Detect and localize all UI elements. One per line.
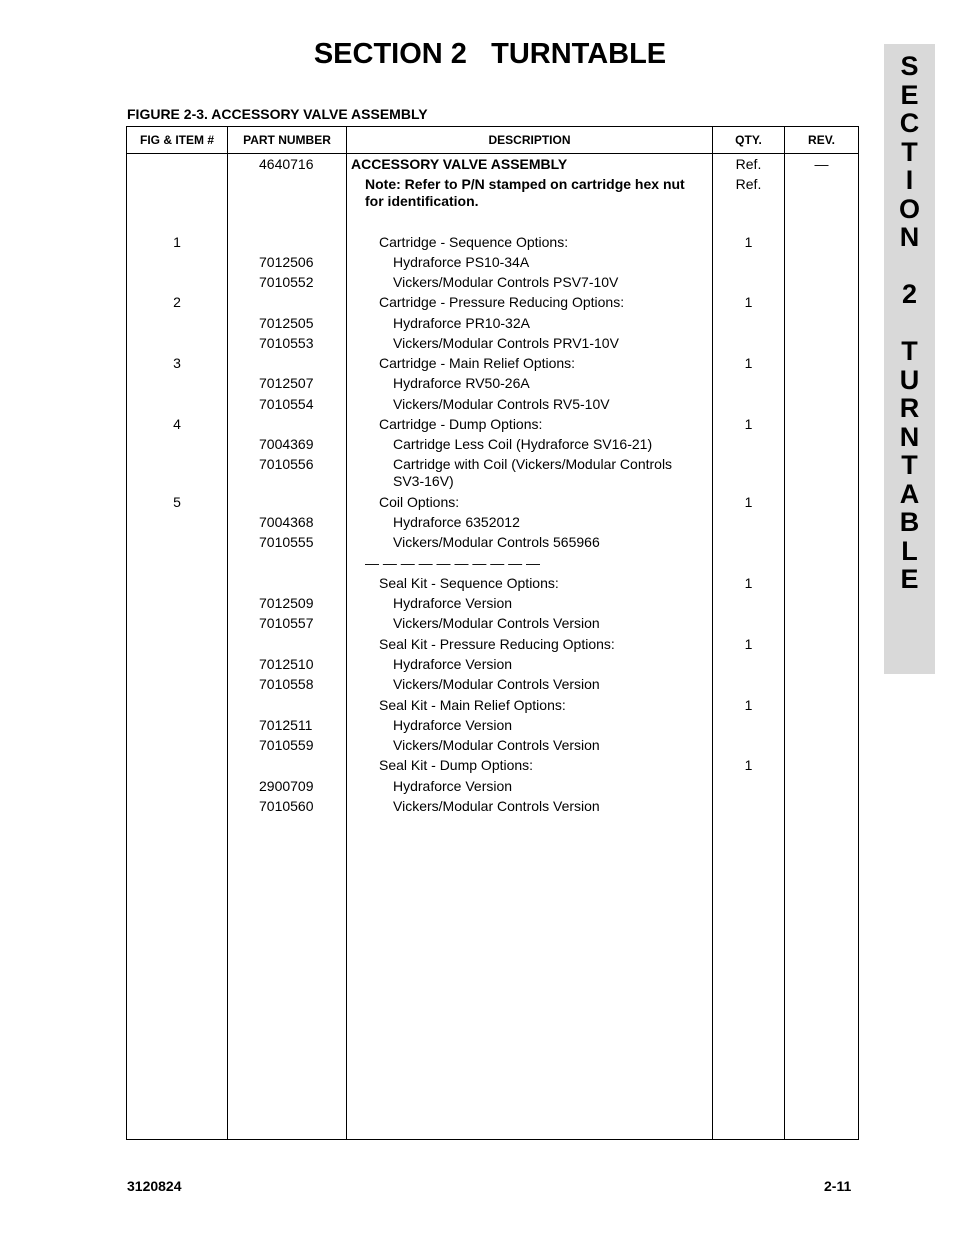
section-side-tab bbox=[884, 44, 935, 674]
description-cell: Hydraforce Version bbox=[393, 595, 513, 611]
side-tab-letter: T bbox=[901, 136, 918, 167]
header-fig-item: FIG & ITEM # bbox=[127, 127, 228, 154]
fig-item-cell: 2 bbox=[173, 294, 181, 310]
parts-table bbox=[126, 126, 859, 1140]
description-cell: Vickers/Modular Controls Version bbox=[393, 737, 600, 753]
figure-title: FIGURE 2-3. ACCESSORY VALVE ASSEMBLY bbox=[127, 106, 428, 122]
part-number-cell: 7004369 bbox=[259, 436, 314, 452]
description-cell: — — — — — — — — — — bbox=[365, 555, 541, 571]
description-cell: Hydraforce RV50-26A bbox=[393, 375, 530, 391]
part-number-cell: 7012505 bbox=[259, 315, 314, 331]
side-tab-letter: U bbox=[899, 364, 920, 395]
part-number-cell: 7012507 bbox=[259, 375, 314, 391]
table-body-row bbox=[127, 154, 859, 1140]
description-cell: Vickers/Modular Controls Version bbox=[393, 615, 600, 631]
fig-item-cell: 4 bbox=[173, 416, 181, 432]
description-cell: Coil Options: bbox=[379, 494, 460, 510]
side-tab-letter bbox=[884, 309, 935, 338]
page-number: 2-11 bbox=[824, 1178, 852, 1194]
qty-cell: 1 bbox=[744, 697, 753, 713]
qty-cell: 1 bbox=[744, 294, 753, 310]
description-cell: Vickers/Modular Controls PSV7-10V bbox=[393, 274, 619, 290]
description-cell: Hydraforce Version bbox=[393, 717, 513, 733]
side-tab-letter: I bbox=[905, 165, 914, 195]
part-number-cell: 7012509 bbox=[259, 595, 314, 611]
description-cell: Cartridge - Sequence Options: bbox=[379, 234, 569, 250]
part-number-cell: 7010556 bbox=[259, 456, 314, 472]
description-cell: Vickers/Modular Controls 565966 bbox=[393, 534, 600, 550]
part-number-cell: 4640716 bbox=[259, 156, 314, 172]
side-tab-letter: N bbox=[899, 421, 920, 452]
fig-item-cell: 3 bbox=[173, 355, 181, 371]
part-number-cell: 7004368 bbox=[259, 514, 314, 530]
qty-cell: 1 bbox=[744, 575, 753, 591]
side-tab-letter: S bbox=[900, 51, 919, 81]
description-cell: Hydraforce PR10-32A bbox=[393, 315, 530, 331]
part-number-cell: 7010552 bbox=[259, 274, 314, 290]
part-number-cell: 7012511 bbox=[259, 717, 313, 733]
header-description: DESCRIPTION bbox=[347, 127, 713, 154]
side-tab-letter: A bbox=[899, 478, 920, 509]
side-tab-letter: E bbox=[900, 564, 919, 594]
side-tab-letter: B bbox=[899, 507, 920, 537]
side-tab-letter: E bbox=[900, 79, 919, 110]
description-cell: Hydraforce Version bbox=[393, 778, 513, 794]
header-part-number: PART NUMBER bbox=[228, 127, 347, 154]
description-cell: Cartridge - Main Relief Options: bbox=[379, 355, 576, 371]
part-number-cell: 7010557 bbox=[259, 615, 314, 631]
description-cell: Vickers/Modular Controls RV5-10V bbox=[393, 396, 610, 412]
description-cell: ACCESSORY VALVE ASSEMBLY bbox=[351, 156, 568, 172]
qty-column bbox=[713, 154, 785, 1140]
description-cell: Seal Kit - Pressure Reducing Options: bbox=[379, 636, 615, 652]
qty-cell: Ref. bbox=[735, 176, 762, 192]
description-cell: Hydraforce Version bbox=[393, 656, 513, 672]
qty-cell: Ref. bbox=[735, 156, 762, 172]
description-cell: Seal Kit - Main Relief Options: bbox=[379, 697, 566, 713]
side-tab-letter: L bbox=[901, 535, 918, 566]
description-cell: Cartridge with Coil (Vickers/Modular Controls SV3-16V) bbox=[393, 456, 673, 489]
header-rev: REV. bbox=[785, 127, 859, 154]
rev-column bbox=[785, 154, 859, 1140]
side-tab-letter: T bbox=[901, 450, 918, 480]
qty-cell: 1 bbox=[744, 636, 753, 652]
fig-item-cell: 1 bbox=[173, 234, 181, 250]
section-title: SECTION 2 TURNTABLE bbox=[313, 38, 667, 70]
qty-cell: 1 bbox=[744, 416, 753, 432]
description-column bbox=[347, 154, 713, 1140]
description-cell: Cartridge - Dump Options: bbox=[379, 416, 543, 432]
description-cell: Vickers/Modular Controls Version bbox=[393, 676, 600, 692]
qty-cell: 1 bbox=[744, 757, 753, 773]
fig-item-cell: 5 bbox=[173, 494, 181, 510]
description-cell: Cartridge - Pressure Reducing Options: bbox=[379, 294, 625, 310]
part-number-cell: 7010553 bbox=[259, 335, 314, 351]
qty-cell: 1 bbox=[744, 494, 753, 510]
side-tab-letters bbox=[884, 52, 935, 594]
description-cell: Note: Refer to P/N stamped on cartridge hex nut for identification. bbox=[365, 176, 685, 209]
part-number-cell: 7010555 bbox=[259, 534, 314, 550]
rev-cell: — bbox=[814, 156, 829, 172]
description-cell: Hydraforce PS10-34A bbox=[393, 254, 530, 270]
qty-cell: 1 bbox=[744, 234, 753, 250]
doc-number: 3120824 bbox=[127, 1178, 182, 1194]
side-tab-letter: 2 bbox=[901, 279, 918, 309]
part-number-cell: 7012510 bbox=[259, 656, 314, 672]
fig-item-column bbox=[127, 154, 228, 1140]
part-number-cell: 7012506 bbox=[259, 254, 314, 270]
side-tab-letter: C bbox=[899, 108, 920, 138]
description-cell: Vickers/Modular Controls PRV1-10V bbox=[393, 335, 619, 351]
description-cell: Hydraforce 6352012 bbox=[393, 514, 520, 530]
side-tab-letter: R bbox=[899, 393, 920, 423]
qty-cell: 1 bbox=[744, 355, 753, 371]
side-tab-letter: O bbox=[898, 193, 920, 224]
part-number-cell: 7010554 bbox=[259, 396, 314, 412]
header-qty: QTY. bbox=[713, 127, 785, 154]
part-number-cell: 7010558 bbox=[259, 676, 314, 692]
description-cell: Vickers/Modular Controls Version bbox=[393, 798, 600, 814]
part-number-column bbox=[228, 154, 347, 1140]
side-tab-letter bbox=[884, 252, 935, 281]
table-header-row bbox=[127, 127, 859, 154]
description-cell: Cartridge Less Coil (Hydraforce SV16-21) bbox=[393, 436, 653, 452]
part-number-cell: 7010559 bbox=[259, 737, 314, 753]
description-cell: Seal Kit - Dump Options: bbox=[379, 757, 534, 773]
side-tab-letter: N bbox=[899, 222, 920, 252]
part-number-cell: 2900709 bbox=[259, 778, 314, 794]
part-number-cell: 7010560 bbox=[259, 798, 314, 814]
side-tab-letter: T bbox=[901, 336, 918, 366]
description-cell: Seal Kit - Sequence Options: bbox=[379, 575, 559, 591]
